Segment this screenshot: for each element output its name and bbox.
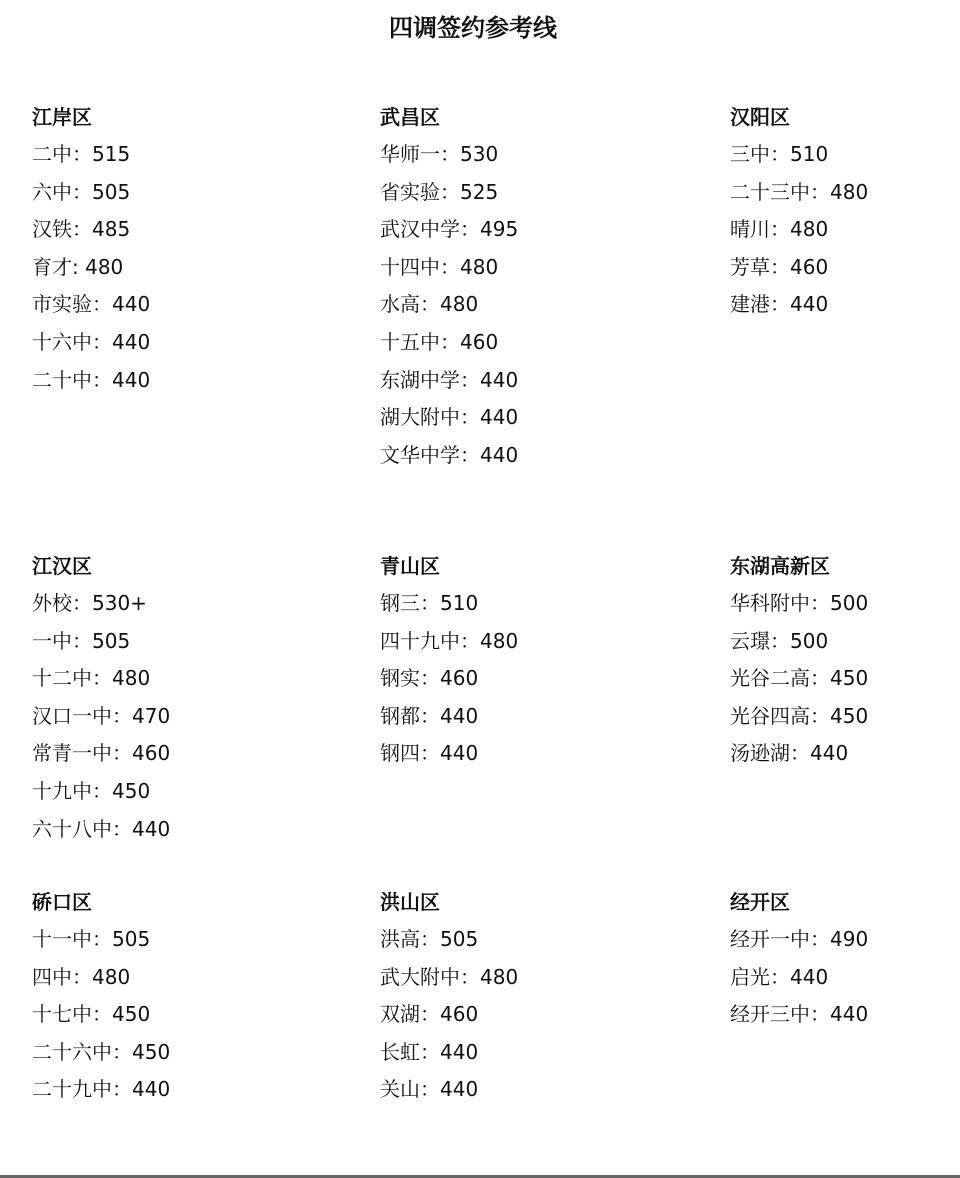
district-section: [380, 98, 700, 474]
school-score-item: 钢实：460: [380, 666, 479, 691]
school-score-item: 启光：440: [730, 964, 829, 989]
school-score-item: 汤逊湖：440: [730, 741, 849, 766]
district-section: [730, 547, 960, 773]
school-score-item: 文华中学：440: [380, 442, 519, 467]
district-section: [32, 547, 352, 848]
school-score-item: 光谷四高：450: [730, 703, 869, 728]
school-score-item: 二十九中：440: [32, 1077, 171, 1102]
school-score-item: 常青一中：460: [32, 741, 171, 766]
district-heading: 青山区: [380, 554, 440, 578]
school-score-item: 东湖中学：440: [380, 367, 519, 392]
school-score-item: 长虹：440: [380, 1039, 479, 1064]
school-score-item: 经开一中：490: [730, 927, 869, 951]
district-heading: 江汉区: [32, 554, 92, 578]
school-score-item: 省实验：525: [380, 179, 499, 204]
school-score-item: 云璟：500: [730, 628, 829, 653]
school-score-item: 湖大附中：440: [380, 405, 519, 430]
school-score-item: 十五中：460: [380, 329, 499, 354]
district-section: [730, 883, 960, 1034]
school-score-item: 武汉中学：495: [380, 217, 519, 242]
school-score-item: 二中：515: [32, 142, 131, 166]
school-score-item: 二十三中：480: [730, 179, 869, 204]
school-score-item: 双湖：460: [380, 1002, 479, 1027]
school-score-item: 钢都：440: [380, 703, 479, 728]
school-score-item: 洪高：505: [380, 927, 479, 951]
school-score-item: 一中：505: [32, 628, 131, 653]
district-section: [730, 98, 960, 324]
district-heading: 洪山区: [380, 890, 440, 914]
school-score-item: 四十九中：480: [380, 628, 519, 653]
school-score-item: 华师一：530: [380, 142, 499, 166]
district-heading: 硚口区: [32, 890, 92, 914]
school-score-item: 育才: 480: [32, 254, 124, 279]
school-score-item: 光谷二高：450: [730, 666, 869, 691]
school-score-item: 二十中：440: [32, 367, 151, 392]
school-score-item: 钢三：510: [380, 591, 479, 615]
school-score-item: 市实验：440: [32, 292, 151, 317]
school-score-item: 十一中：505: [32, 927, 151, 951]
school-score-item: 四中：480: [32, 964, 131, 989]
page-title: 四调签约参考线: [389, 14, 557, 42]
district-heading: 江岸区: [32, 105, 92, 129]
school-score-item: 钢四：440: [380, 741, 479, 766]
school-score-item: 三中：510: [730, 142, 829, 166]
school-score-item: 水高：480: [380, 292, 479, 317]
district-heading: 武昌区: [380, 105, 440, 129]
school-score-item: 外校：530+: [32, 591, 147, 615]
school-score-item: 华科附中：500: [730, 591, 869, 615]
school-score-item: 建港：440: [730, 292, 829, 317]
school-score-item: 汉铁：485: [32, 217, 131, 242]
district-section: [380, 883, 700, 1109]
district-section: [380, 547, 700, 773]
school-score-item: 十九中：450: [32, 778, 151, 803]
school-score-item: 晴川：480: [730, 217, 829, 242]
school-score-item: 二十六中：450: [32, 1039, 171, 1064]
school-score-item: 经开三中：440: [730, 1002, 869, 1027]
school-score-item: 十二中：480: [32, 666, 151, 691]
school-score-item: 芳草：460: [730, 254, 829, 279]
school-score-item: 汉口一中：470: [32, 703, 171, 728]
district-heading: 东湖高新区: [730, 554, 830, 578]
district-heading: 经开区: [730, 890, 790, 914]
district-section: [32, 98, 352, 399]
school-score-item: 十七中：450: [32, 1002, 151, 1027]
school-score-item: 六中：505: [32, 179, 131, 204]
district-section: [32, 883, 352, 1109]
school-score-item: 关山：440: [380, 1077, 479, 1102]
school-score-item: 十六中：440: [32, 329, 151, 354]
school-score-item: 六十八中：440: [32, 816, 171, 841]
district-heading: 汉阳区: [730, 105, 790, 129]
school-score-item: 武大附中：480: [380, 964, 519, 989]
school-score-item: 十四中：480: [380, 254, 499, 279]
